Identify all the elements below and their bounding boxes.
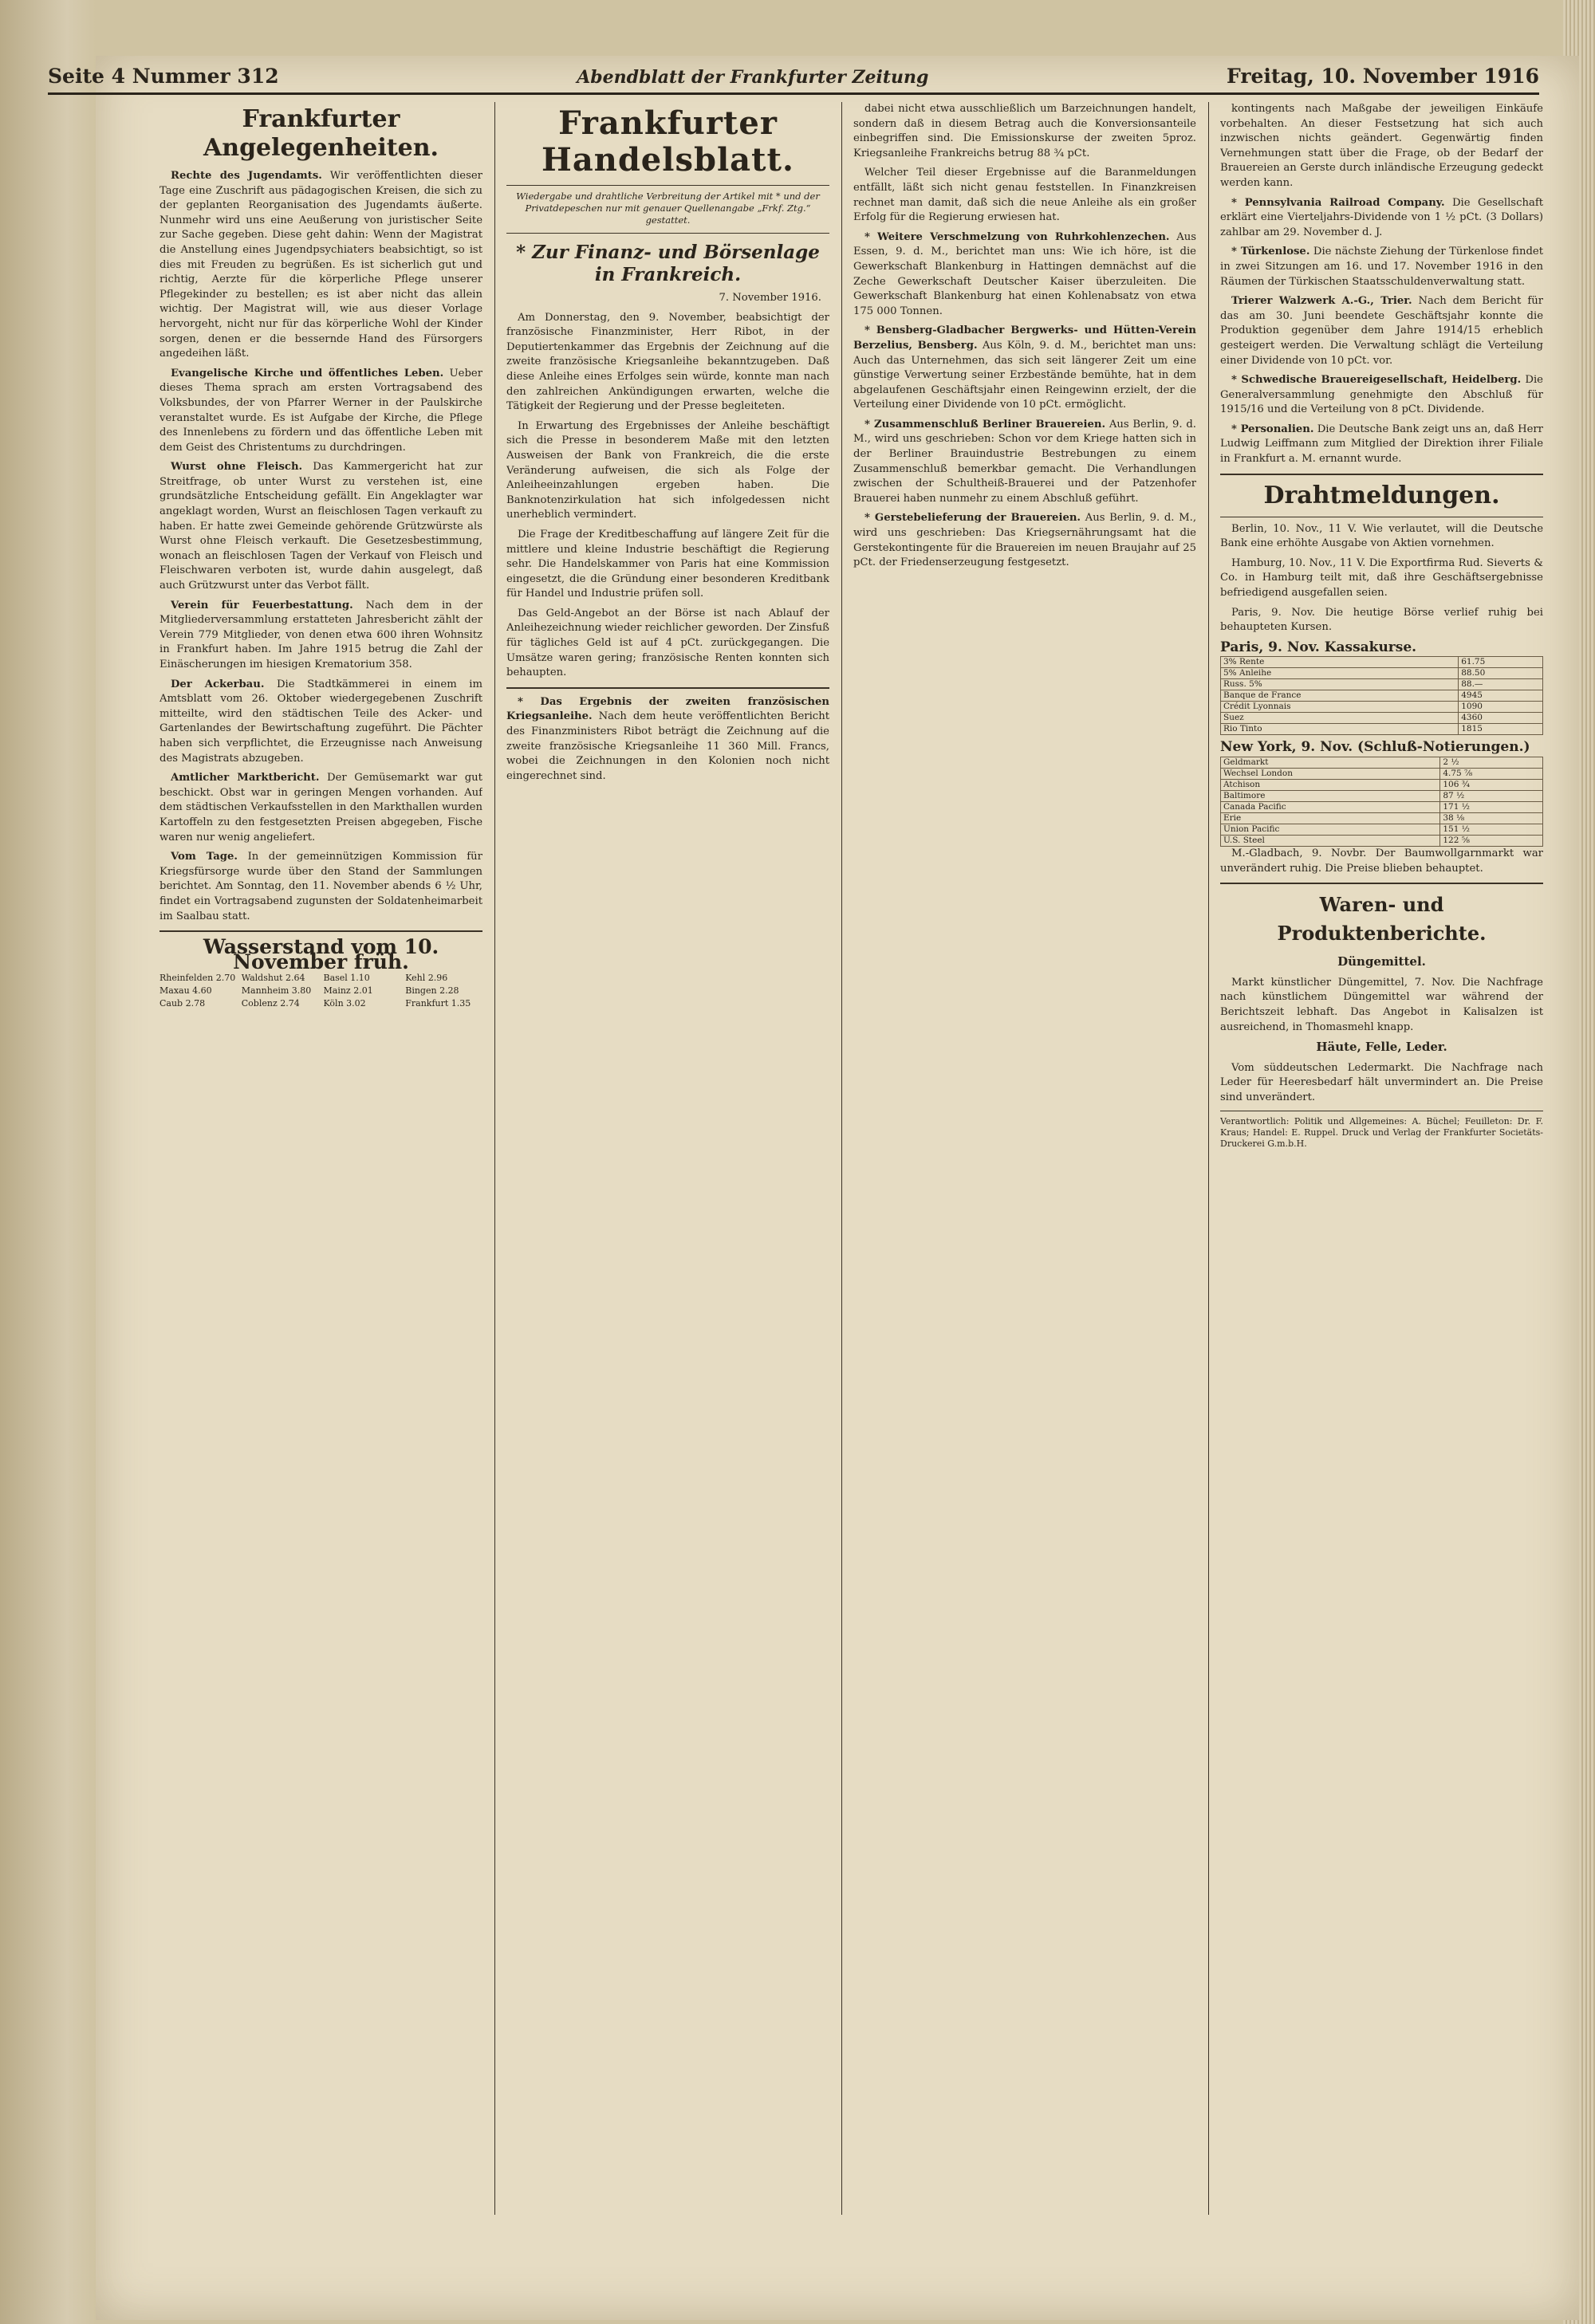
water-level-entry: Köln 3.02 [323,998,366,1009]
imprint: Verantwortlich: Politik und Allgemeines: A. Büchel; Feuilleton: Dr. F. Kraus; Handel: E. Ruppel. Druck und Verlag der Frankfurter Societäts-Druckerei G.m.b.H. [1220,1115,1543,1149]
quote-name: Russ. 5% [1221,679,1459,690]
column-rule [494,102,495,2215]
column-local-news [160,102,482,2207]
news-item-text: Die Generalversammlung genehmigte den Abschluß für 1915/16 und die Verteilung von 8 pCt. Dividende. [1220,374,1543,416]
news-item-head: Rechte des Jugendamts. [171,170,322,182]
news-item [160,460,482,593]
quote-row [1221,769,1543,780]
quote-row [1221,757,1543,769]
news-item [1220,423,1543,467]
news-item [160,771,482,845]
water-level-entry: Mainz 2.01 [323,985,373,997]
quote-name: U.S. Steel [1221,836,1440,847]
news-item-head: * Pennsylvania Railroad Company. [1231,196,1445,209]
quote-value: 2 ½ [1440,757,1543,769]
quote-value: 106 ¾ [1440,780,1543,791]
section-title-local: Frankfurter Angelegenheiten. [203,105,439,162]
section-title-draht: Drahtmeldungen. [1263,481,1500,509]
divider [506,185,829,186]
quote-name: Suez [1221,713,1459,724]
quote-value: 122 ⅝ [1440,836,1543,847]
water-level-entry: Maxau 4.60 [160,985,212,997]
water-level-entry: Caub 2.78 [160,998,206,1009]
news-item-head: Amtlicher Marktbericht. [171,772,320,784]
header-right: Freitag, 10. November 1916 [1227,65,1539,88]
news-item [853,511,1196,570]
book-binding [0,0,96,2324]
news-item-text: Die nächste Ziehung der Türkenlose findet in zwei Sitzungen am 16. und 17. November 1916 in den Räumen der Türkischen Staatsschuldenverwaltung statt. [1220,246,1543,288]
quote-value: 61.75 [1459,657,1543,668]
continued-article [853,102,1196,226]
water-level-title: Wasserstand vom 10. November früh. [203,935,439,973]
water-level-entry: Mannheim 3.80 [241,985,312,997]
news-item-head: * Zusammenschluß Berliner Brauereien. [864,418,1106,431]
paragraph: dabei nicht etwa ausschließlich um Barzeichnungen handelt, sondern daß in diesem Betrag auch die Konversionsanteile einbegriffen sind. Die Emissionskurse der zweiten 5proz. Kriegsanleihe Frankreichs betrug 88 ¾ pCt. [853,103,1196,159]
news-item [1220,245,1543,289]
quote-name: 5% Anleihe [1221,668,1459,679]
column-business [853,102,1196,2207]
quote-value: 4360 [1459,713,1543,724]
quote-value: 88.50 [1459,668,1543,679]
news-item [160,850,482,924]
news-item-head: Wurst ohne Fleisch. [171,461,303,474]
news-item-head: Der Ackerbau. [171,678,265,690]
quote-row [1221,713,1543,724]
quote-value: 1815 [1459,724,1543,735]
header-left: Seite 4 Nummer 312 [48,65,279,88]
news-item-text: Aus Berlin, 9. d. M., wird uns geschrieben: Schon vor dem Kriege hatten sich in der Berliner Brauindustrie Bestrebungen zu einem Zusammenschluß bemerkbar gemacht. Die Verhandlungen zwischen der Schultheiß-Brauerei und der Patzenhofer Brauerei haben nunmehr zu einem Abschluß geführt. [853,418,1196,505]
wire-news-list [1220,522,1543,635]
water-level-entry: Rheinfelden 2.70 [160,973,236,984]
news-item [1220,373,1543,418]
quote-name: Banque de France [1221,690,1459,702]
article-body [506,311,829,681]
quote-name: Canada Pacific [1221,802,1440,813]
quote-value: 151 ½ [1440,824,1543,836]
water-level-entry: Kehl 2.96 [405,973,448,984]
paragraph: In Erwartung des Ergebnisses der Anleihe beschäftigt sich die Presse in besonderem Maße mit den letzten Ausweisen der Bank von Frankreich, die die erste Veränderung aufweisen, die sich als Folge der Anleiheeinzahlungen ergeben haben. Die Banknotenzirkulation hat sich infolgedessen nicht unerheblich vermindert. [506,419,829,521]
quote-name: Crédit Lyonnais [1221,702,1459,713]
continued-article [1220,102,1543,191]
ref-text: Nach dem heute veröffentlichten Bericht des Finanzministers Ribot beträgt die Zeichnung auf die zweite französische Kriegsanleihe 11 360 Mill. Francs, wobei die Zeichnungen in den Kolonien noch nicht eingerechnet sind. [506,710,829,782]
quote-row [1221,657,1543,668]
news-item-head: * Türkenlose. [1231,246,1310,258]
news-item-text: Nach dem in der Mitgliederversammlung erstatteten Jahresbericht zählt der Verein 779 Mitglieder, von denen etwa 600 ihren Wohnsitz in Frankfurt haben. Im Jahre 1915 betrug die Zahl der Einäscherungen im hiesigen Krematorium 358. [160,599,482,670]
divider [1220,883,1543,884]
quote-row [1221,690,1543,702]
column-rule [1208,102,1209,2215]
quote-name: Union Pacific [1221,824,1440,836]
column-rule [841,102,842,2215]
quote-value: 171 ½ [1440,802,1543,813]
divider [1220,474,1543,475]
news-item-text: Aus Köln, 9. d. M., berichtet man uns: Auch das Unternehmen, das sich seit längerer Zeit um eine günstige Verwertung seiner Erzbestände bemühte, hat in dem abgelaufenen Geschäftsjahr einen Reingewinn erzielt, der die Verteilung einer Dividende von 10 pCt. ermöglicht. [853,339,1196,411]
news-item-text: Aus Essen, 9. d. M., berichtet man uns: Wie ich höre, ist die Gewerkschaft Blankenburg in Hattingen demnächst auf die Zeche Gewerkschaft Deutscher Kaiser überzuleiten. Die Gewerkschaft Blankenburg hat einen Kohlenabsatz von etwa 175 000 Tonnen. [853,230,1196,317]
news-item [853,418,1196,507]
quote-value: 38 ⅛ [1440,813,1543,824]
quote-name: Rio Tinto [1221,724,1459,735]
paragraph: Welcher Teil dieser Ergebnisse auf die Baranmeldungen entfällt, läßt sich nicht genau feststellen. In Finanzkreisen rechnet man damit, daß sich die neue Anleihe als ein großer Erfolg für die Regierung erwiesen hat. [853,167,1196,224]
water-level-entry: Waldshut 2.64 [241,973,305,984]
water-level-entry: Frankfurt 1.35 [405,998,471,1009]
ref-title: * Das Ergebnis der zweiten französischen Kriegsanleihe. [506,695,829,723]
quote-value: 4945 [1459,690,1543,702]
divider [506,233,829,234]
paragraph: Am Donnerstag, den 9. November, beabsichtigt der französische Finanzminister, Herr Ribot, in der Deputiertenkammer das Ergebnis der Zeichnung auf die zweite französische Kriegsanleihe bekanntzugeben. Daß diese Anleihe eines Erfolges sein würde, konnte man nach den zahlreichen Ankündigungen erwarten, welche die Tätigkeit der Regierung und der Presse begleiteten. [506,311,829,413]
quote-value: 1090 [1459,702,1543,713]
paragraph: kontingents nach Maßgabe der jeweiligen Einkäufe vorbehalten. An dieser Festsetzung hat sich auch inzwischen nichts geändert. Gegenwärtig finden Vernehmungen statt über die Frage, ob der Bedarf der Brauereien an Gerste durch inländische Erzeugung gedeckt werden kann. [1220,103,1543,189]
news-item-text: Nach dem Bericht für das am 30. Juni beendete Geschäftsjahr konnte die Produktion gegenüber dem Jahre 1914/15 erheblich gesteigert werden. Die Verwaltung schlägt die Verteilung einer Dividende von 10 pCt. vor. [1220,295,1543,367]
paragraph: Paris, 9. Nov. Die heutige Börse verlief ruhig bei behaupteten Kursen. [1220,606,1543,634]
quote-value: 87 ½ [1440,791,1543,802]
news-item-text: In der gemeinnützigen Kommission für Kriegsfürsorge wurde über den Stand der Sammlungen berichtet. Am Sonntag, den 11. November abends 6 ½ Uhr, findet ein Vortragsabend zugunsten der Soldatenheimarbeit im Saalbau statt. [160,851,482,922]
waren-subtitle: Düngemittel. [1337,954,1426,969]
quote-name: Wechsel London [1221,769,1440,780]
quote-value: 4.75 ⅞ [1440,769,1543,780]
news-item-head: Evangelische Kirche und öffentliches Leben. [171,367,444,379]
waren-text: Markt künstlicher Düngemittel, 7. Nov. Die Nachfrage nach künstlichem Düngemittel war während der Berichtszeit lebhaft. Das Angebot in Kalisalzen ist ausreichend, in Thomasmehl knapp. [1220,976,1543,1033]
quote-row [1221,836,1543,847]
ny-quotes-title: New York, 9. Nov. (Schluß-Notierungen.) [1220,739,1530,756]
quote-name: 3% Rente [1221,657,1459,668]
quote-name: Baltimore [1221,791,1440,802]
quote-row [1221,802,1543,813]
news-item [160,169,482,362]
article-title-finance: * Zur Finanz- und Börsenlage in Frankreich. [516,242,820,285]
quote-name: Erie [1221,813,1440,824]
gladbach-report: M.-Gladbach, 9. Novbr. Der Baumwollgarnmarkt war unverändert ruhig. Die Preise blieben behauptet. [1220,847,1543,875]
quote-row [1221,824,1543,836]
article-date: 7. November 1916. [719,292,821,304]
paragraph: Hamburg, 10. Nov., 11 V. Die Exportfirma Rud. Sieverts & Co. in Hamburg teilt mit, daß ihre Geschäftsergebnisse befriedigend ausgefallen seien. [1220,556,1543,600]
quote-row [1221,780,1543,791]
news-item-head: * Personalien. [1231,423,1314,435]
news-item [1220,196,1543,241]
news-item [160,367,482,456]
quote-row [1221,791,1543,802]
business-news-list [853,230,1196,571]
water-level-entry: Basel 1.10 [323,973,370,984]
header-center: Abendblatt der Frankfurter Zeitung [577,67,929,88]
paris-quotes-title: Paris, 9. Nov. Kassakurse. [1220,639,1417,655]
news-item-head: Vom Tage. [171,851,238,863]
section-title-handel: Frankfurter Handelsblatt. [542,104,794,179]
ny-quotes-table [1220,757,1543,847]
quote-name: Atchison [1221,780,1440,791]
news-item [1220,294,1543,368]
company-news-list [1220,196,1543,467]
news-item-text: Die Deutsche Bank zeigt uns an, daß Herr Ludwig Leiffmann zum Mitglied der Direktion ihrer Filiale in Frankfurt a. M. ernannt wurde. [1220,423,1543,466]
news-item-head: * Schwedische Brauereigesellschaft, Heidelberg. [1231,374,1522,387]
news-item-head: * Gerstebelieferung der Brauereien. [864,512,1081,525]
news-item [853,230,1196,320]
quote-row [1221,702,1543,713]
paragraph: Die Frage der Kreditbeschaffung auf längere Zeit für die mittlere und kleine Industrie beschäftigt die Regierung sehr. Die Handelskammer von Paris hat eine Kommission eingesetzt, die die Gründung einer besonderen Kreditbank für Handel und Industrie prüfen soll. [506,528,829,600]
news-item-text: Ueber dieses Thema sprach am ersten Vortragsabend des Volksbundes, der von Pfarrer Werner in der Paulskirche veranstaltet wurde. Es ist Aufgabe der Kirche, die Pflege des Innenlebens zu fördern und das öffentliche Leben mit dem Geist des Christentums zu durchdringen. [160,367,482,454]
news-item-text: Das Kammergericht hat zur Streitfrage, ob unter Wurst zu verstehen ist, eine grundsätzliche Entscheidung gefällt. Ein Angeklagter war angeklagt worden, Wurst an fleischlosen Tagen verkauft zu haben. Er hatte zwei Gemeinde gehörende Grützwürste als Wurst ohne Fleisch verkauft. Die Gesetzesbestimmung, wonach an fleischlosen Tagen der Verkauf von Fleisch und Fleischwaren verboten ist, wurde dahin ausgelegt, daß auch Grützwurst unter das Verbot fällt. [160,461,482,592]
quote-row [1221,724,1543,735]
water-level-grid [160,973,482,1009]
paragraph: Berlin, 10. Nov., 11 V. Wie verlautet, will die Deutsche Bank eine erhöhte Ausgabe von Aktien vornehmen. [1220,522,1543,550]
divider [506,687,829,689]
news-item-text: Aus Berlin, 9. d. M., wird uns geschrieben: Das Kriegsernährungsamt hat die Gerstekontingente für die Brauereien im neuen Braujahr auf 25 pCt. der Friedenserzeugung festgesetzt. [853,512,1196,569]
section-title-waren: Waren- und Produktenberichte. [1277,893,1487,946]
haeute-text: Vom süddeutschen Ledermarkt. Die Nachfrage nach Leder für Heeresbedarf hält unvermindert an. Die Preise sind unverändert. [1220,1061,1543,1103]
news-item-head: * Weitere Verschmelzung von Ruhrkohlenzechen. [864,230,1170,243]
ref-item [506,695,829,784]
water-level-entry: Bingen 2.28 [405,985,459,997]
news-item [160,678,482,767]
paragraph: Das Geld-Angebot an der Börse ist nach Ablauf der Anleihezeichnung wieder reichlicher geworden. Der Zinsfuß für tägliches Geld ist auf 4 pCt. zurückgegangen. Die Umsätze waren gering; französische Renten konnten sich behaupten. [506,607,829,679]
paris-quotes-table [1220,656,1543,735]
haeute-title: Häute, Felle, Leder. [1316,1040,1447,1055]
news-item-head: * Bensberg-Gladbacher Bergwerks- und Hütten-Verein Berzelius, Bensberg. [853,324,1196,352]
news-item [160,599,482,673]
news-item-text: Die Stadtkämmerei in einem im Amtsblatt vom 26. Oktober wiedergegebenen Zuschrift mitteilte, wird den städtischen Teile des Acker- und Gartenlandes der Bewirtschaftung zugeführt. Die Pächter haben sich verpflichtet, die Erzeugnisse nach Anweisung des Magistrats abzugeben. [160,678,482,765]
column-reports [1220,102,1543,2207]
divider [160,930,482,932]
news-item-text: Wir veröffentlichten dieser Tage eine Zuschrift aus pädagogischen Kreisen, die sich zu der geplanten Reorganisation des Jugendamts äußerte. Nunmehr wird uns eine Aeußerung von juristischer Seite zur Sache gegeben. Diese geht dahin: Wenn der Magistrat die Anstellung eines Jugendpsychiaters beabsichtigt, so ist dies mit Freuden zu begrüßen. Es ist sicherlich gut und richtig, Aerzte für die körperliche Pflege unserer Pflegekinder zu bestellen; es ist aber nicht das allein wichtig. Der Magistrat will, wie aus dieser Vorlage hervorgeht, nicht nur für das körperliche Wohl der Kinder sorgen, denen er die bessernde Hand des Fürsorgers angedeihen läßt. [160,170,482,360]
news-item-text: Der Gemüsemarkt war gut beschickt. Obst war in geringen Mengen vorhanden. Auf dem städtischen Verkaufsstellen in den Markthallen wurden Kartoffeln zu den festgesetzten Preisen abgegeben, Fische waren nur wenig angeliefert. [160,772,482,843]
quote-name: Geldmarkt [1221,757,1440,769]
local-news-list [160,169,482,924]
water-level-entry: Coblenz 2.74 [241,998,300,1009]
news-item-text: Die Gesellschaft erklärt eine Vierteljahrs-Dividende von 1 ½ pCt. (3 Dollars) zahlbar am 29. November d. J. [1220,196,1543,238]
quote-value: 88.— [1459,679,1543,690]
news-item [853,324,1196,413]
running-header [48,56,1539,95]
quote-row [1221,668,1543,679]
news-item-head: Trierer Walzwerk A.-G., Trier. [1231,295,1412,308]
news-item-head: Verein für Feuerbestattung. [171,599,353,611]
column-handelsblatt [506,102,829,2207]
quote-row [1221,679,1543,690]
quote-row [1221,813,1543,824]
reprint-notice: Wiedergabe und drahtliche Verbreitung der Artikel mit * und der Privatdepeschen nur mit genauer Quellenangabe „Frkf. Ztg.“ gestattet. [516,191,820,226]
